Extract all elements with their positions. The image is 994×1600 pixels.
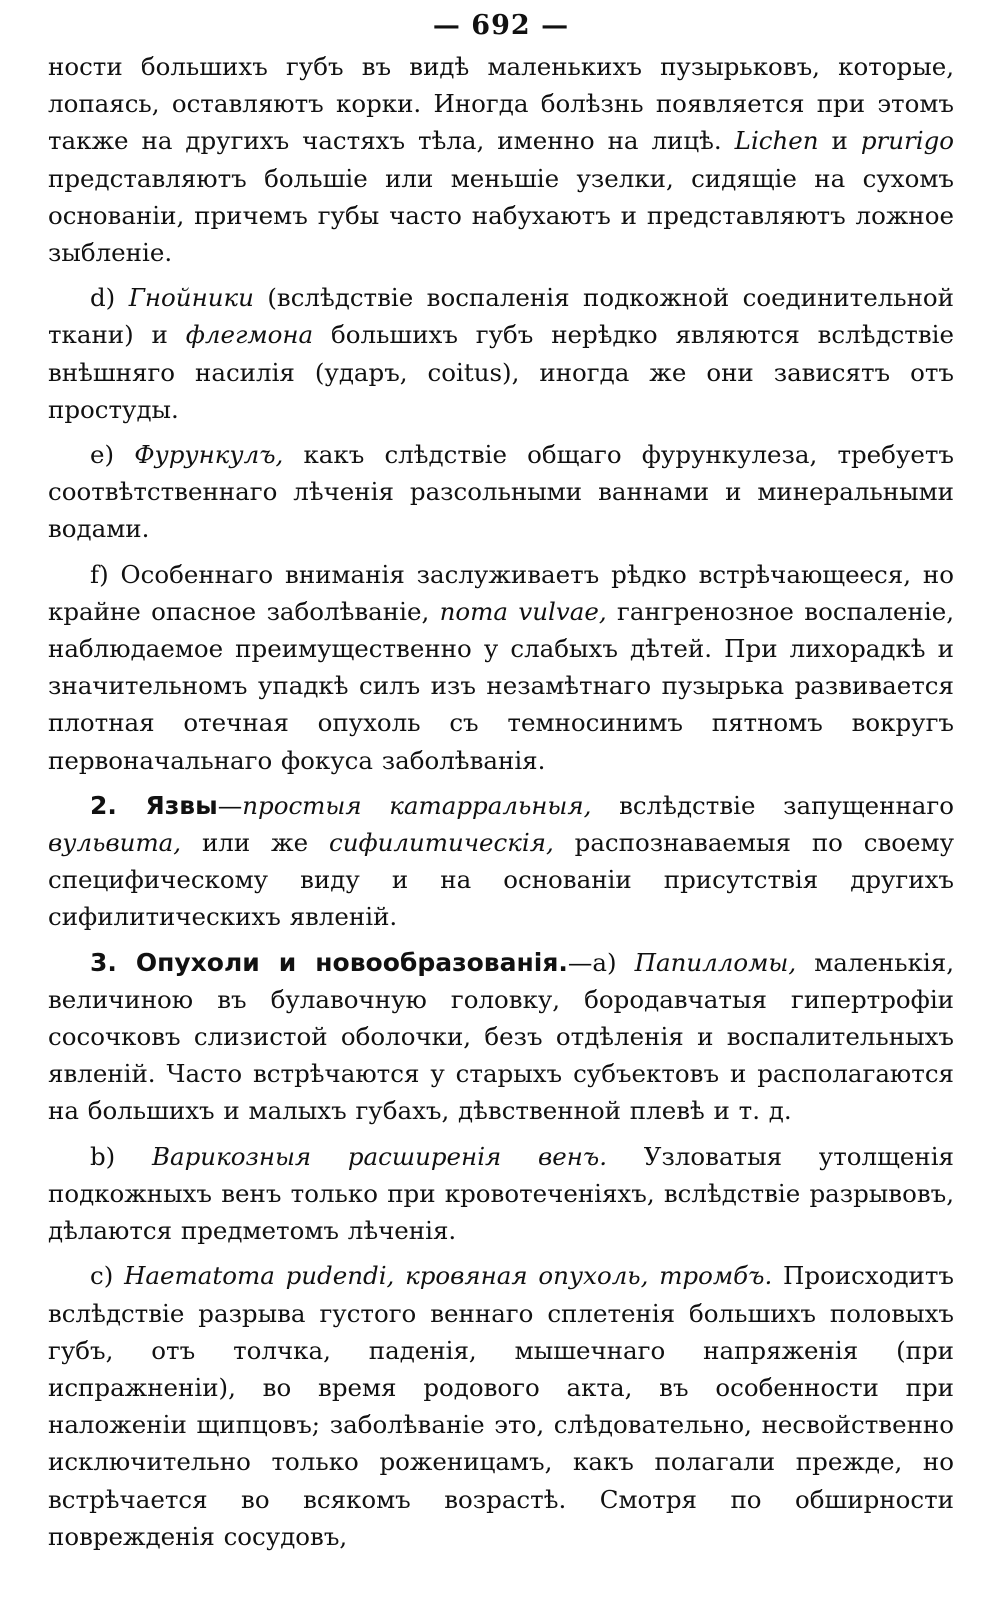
text-run: f) Особеннаго вниманія заслуживаетъ рѣдко встрѣчающееся, но крайне опасное заболѣваніе, bbox=[48, 559, 954, 626]
italic-term: Варикозныя расширенія венъ. bbox=[152, 1141, 608, 1171]
text-run: Узловатыя утолщенія подкожныхъ венъ только при кровотеченіяхъ, вслѣдствіе разрывовъ, дѣлаются предметомъ лѣченія. bbox=[48, 1141, 954, 1246]
italic-term: Haematoma pudendi, bbox=[124, 1261, 395, 1291]
italic-term: Фурункулъ, bbox=[134, 440, 284, 470]
italic-term: prurigo bbox=[860, 126, 954, 156]
text-run: и bbox=[818, 126, 861, 156]
text-run: ности большихъ губъ въ видѣ маленькихъ пузырьковъ, которые, лопаясь, оставляютъ корки. Иногда болѣзнь появляется при этомъ также на другихъ частяхъ тѣла, именно на лицѣ. bbox=[48, 52, 954, 156]
text-run: b) bbox=[90, 1141, 152, 1171]
text-run: или же bbox=[181, 828, 329, 858]
text-run: d) bbox=[90, 283, 129, 313]
paragraph-continuation bbox=[48, 48, 954, 271]
text-run bbox=[394, 1261, 405, 1290]
paragraph-d-abscesses bbox=[48, 279, 954, 428]
paragraph-f-noma bbox=[48, 556, 954, 779]
section-heading: 3. Опухоли и новообразованія. bbox=[90, 947, 568, 977]
italic-term: noma vulvae, bbox=[439, 596, 607, 626]
text-run: —a) bbox=[567, 947, 635, 977]
italic-term: вульвита, bbox=[48, 828, 182, 858]
text-run: Происходитъ вслѣдствіе разрыва густого веннаго сплетенія большихъ половыхъ губъ, отъ толчка, паденія, мышечнаго напряженія (при испражненіи), во время родового акта, въ особенности при наложеніи щипцовъ; заболѣваніе это, слѣдовательно, несвойственно исключительно только роженицамъ, какъ полагали прежде, но встрѣчается во всякомъ возрастѣ. Смотря по обширности поврежденія сосудовъ, bbox=[48, 1261, 954, 1551]
section-heading: 2. Язвы bbox=[90, 790, 218, 820]
text-run: маленькія, величиною въ булавочную головку, бородавчатыя гипертрофіи сосочковъ слизистой оболочки, безъ отдѣленія и воспалительныхъ явленій. Часто встрѣчаются у старыхъ субъектовъ и располагаются на большихъ и малыхъ губахъ, дѣвственной плевѣ и т. д. bbox=[48, 947, 954, 1126]
text-run: распознаваемыя по своему специфическому виду и на основаніи присутствія другихъ сифилитическихъ явленій. bbox=[48, 828, 955, 932]
paragraph-b-varicose bbox=[48, 1138, 954, 1250]
section-3-tumors bbox=[48, 944, 954, 1130]
italic-term: Гнойники bbox=[128, 283, 254, 313]
text-run: c) bbox=[90, 1261, 125, 1291]
page-number: — 692 — bbox=[432, 10, 570, 41]
italic-term: Lichen bbox=[734, 126, 819, 156]
text-run: представляютъ большіе или меньшіе узелки, сидящіе на сухомъ основаніи, причемъ губы часто набухаютъ и представляютъ ложное зыбленіе. bbox=[48, 163, 954, 268]
text-run: (вслѣдствіе воспаленія подкожной соединительной ткани) и bbox=[48, 283, 954, 350]
text-run: гангренозное воспаленіе, наблюдаемое преимущественно у слабыхъ дѣтей. При лихорадкѣ и значительномъ упадкѣ силъ изъ незамѣтнаго пузырька развивается плотная отечная опухоль съ темносинимъ пятномъ вокругъ первоначальнаго фокуса заболѣванія. bbox=[48, 596, 954, 775]
paragraph-e-furuncle bbox=[48, 436, 954, 548]
italic-term: кровяная опухоль, тромбъ. bbox=[405, 1261, 773, 1291]
section-2-ulcers bbox=[48, 787, 954, 936]
text-run: какъ слѣдствіе общаго фурункулеза, требуетъ соотвѣтственнаго лѣченія разсольными ваннами и минеральными водами. bbox=[48, 440, 954, 544]
italic-term: флегмона bbox=[185, 320, 314, 350]
italic-term: простыя катарральныя, bbox=[242, 790, 592, 820]
italic-term: сифилитическія, bbox=[328, 828, 554, 858]
text-run: вслѣдствіе запущеннаго bbox=[591, 790, 955, 820]
paragraph-c-haematoma bbox=[48, 1257, 954, 1555]
text-run: большихъ губъ нерѣдко являются вслѣдствіе внѣшняго насилія (ударъ, coitus), иногда же они зависятъ отъ простуды. bbox=[48, 320, 954, 424]
text-run: e) bbox=[90, 440, 135, 470]
book-page bbox=[48, 6, 954, 1555]
text-run: — bbox=[217, 790, 243, 820]
italic-term: Папилломы, bbox=[634, 947, 797, 977]
